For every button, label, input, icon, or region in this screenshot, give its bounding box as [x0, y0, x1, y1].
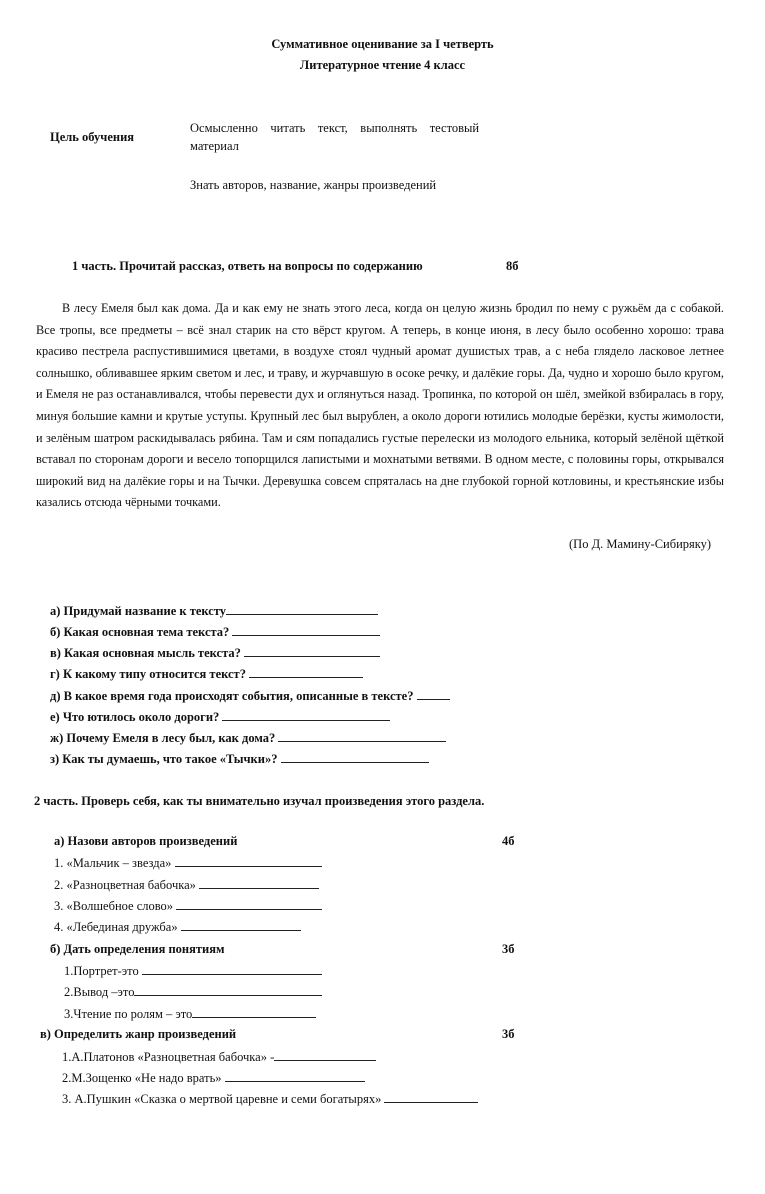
- question-h: з) Как ты думаешь, что такое «Тычки»?: [50, 751, 429, 767]
- answer-line[interactable]: [134, 984, 322, 996]
- document-subtitle: Литературное чтение 4 класс: [299, 58, 466, 72]
- part2a-title: а) Назови авторов произведений: [54, 834, 238, 848]
- question-b: б) Какая основная тема текста?: [50, 624, 380, 640]
- question-f: е) Что ютилось около дороги?: [50, 709, 390, 725]
- part2a-item-1: 1. «Мальчик – звезда»: [54, 855, 322, 871]
- answer-line[interactable]: [249, 666, 363, 678]
- question-c: в) Какая основная мысль текста?: [50, 645, 380, 661]
- answer-line[interactable]: [244, 645, 380, 657]
- part2-heading: 2 часть. Проверь себя, как ты внимательно изучал произведения этого раздела.: [34, 794, 485, 808]
- answer-line[interactable]: [142, 963, 322, 975]
- part2b-title: б) Дать определения понятиям: [50, 942, 225, 956]
- part2c-item-1: 1.А.Платонов «Разноцветная бабочка» -: [62, 1049, 376, 1065]
- part2c-points: 3б: [502, 1027, 515, 1041]
- part2c-item-3: 3. А.Пушкин «Сказка о мертвой царевне и семи богатырях»: [62, 1091, 478, 1107]
- answer-line[interactable]: [417, 688, 450, 700]
- answer-line[interactable]: [274, 1049, 376, 1061]
- answer-line[interactable]: [226, 603, 378, 615]
- part2b-item-3: 3.Чтение по ролям – это: [64, 1006, 316, 1022]
- story-text: В лесу Емеля был как дома. Да и как ему не знать этого леса, когда он целую жизнь бродил по нему с ружьём да с собакой. Все тропы, все предметы – всё знал старик на сто вёрст кругом. А теперь, в конце июня, в лесу было особенно хорошо: трава красиво пестрела распустившимися цветами, в воздухе стоял чудный аромат душистых трав, а с неба глядело ласковое летнее солнышко, обливавшее ярким светом и лес, и траву, и журчавшую в осоке речку, и далёкие горы. Да, чудно и хорошо было кругом, и Емеля не раз останавливался, чтобы перевести дух и оглянуться назад. Тропинка, по которой он шёл, змейкой взбиралась в гору, минуя большие камни и крутые уступы. Крупный лес был вырублен, а около дороги ютились молодые берёзки, кусты жимолости, и зелёным шатром раскидывалась рябина. Там и сям попадались густые перелески из молодого ельника, который зелёной щёткой вставал по сторонам дороги и весело топорщился лапистыми и мохнатыми ветвями. В одном месте, с половины горы, открывался широкий вид на далёкие горы и на Тычки. Деревушка совсем спряталась на дне глубокой горной котловины, и крестьянские избы казались отсюда чёрными точками.: [36, 301, 724, 510]
- story-source: (По Д. Мамину-Сибиряку): [569, 537, 712, 551]
- answer-line[interactable]: [175, 855, 322, 867]
- question-e: д) В какое время года происходят события, описанные в тексте?: [50, 688, 450, 704]
- answer-line[interactable]: [192, 1006, 316, 1018]
- answer-line[interactable]: [199, 877, 319, 889]
- part2b-item-1: 1.Портрет-это: [64, 963, 322, 979]
- part1-points: 8б: [506, 259, 519, 273]
- question-d: г) К какому типу относится текст?: [50, 666, 363, 682]
- part1-heading: 1 часть. Прочитай рассказ, ответь на вопросы по содержанию: [72, 259, 423, 273]
- answer-line[interactable]: [232, 624, 380, 636]
- goal-text-1-line-2: материал: [190, 139, 239, 153]
- part2a-item-2: 2. «Разноцветная бабочка»: [54, 877, 319, 893]
- part2c-item-2: 2.М.Зощенко «Не надо врать»: [62, 1070, 365, 1086]
- answer-line[interactable]: [281, 751, 429, 763]
- part2c-title: в) Определить жанр произведений: [40, 1027, 237, 1041]
- answer-line[interactable]: [278, 730, 446, 742]
- question-a: а) Придумай название к тексту: [50, 603, 378, 619]
- part2a-points: 4б: [502, 834, 515, 848]
- goal-text-2: Знать авторов, название, жанры произведений: [190, 178, 437, 192]
- part2a-item-4: 4. «Лебединая дружба»: [54, 919, 301, 935]
- question-g: ж) Почему Емеля в лесу был, как дома?: [50, 730, 446, 746]
- answer-line[interactable]: [384, 1091, 478, 1103]
- answer-line[interactable]: [181, 919, 301, 931]
- document-title: Суммативное оценивание за I четверть: [271, 37, 494, 51]
- answer-line[interactable]: [225, 1070, 365, 1082]
- part2b-item-2: 2.Вывод –это: [64, 984, 322, 1000]
- part2a-item-3: 3. «Волшебное слово»: [54, 898, 322, 914]
- part2b-points: 3б: [502, 942, 515, 956]
- goal-label: Цель обучения: [50, 130, 135, 144]
- answer-line[interactable]: [222, 709, 390, 721]
- goal-text-1-line-1: Осмысленно читать текст, выполнять тестовый: [190, 121, 480, 135]
- answer-line[interactable]: [176, 898, 322, 910]
